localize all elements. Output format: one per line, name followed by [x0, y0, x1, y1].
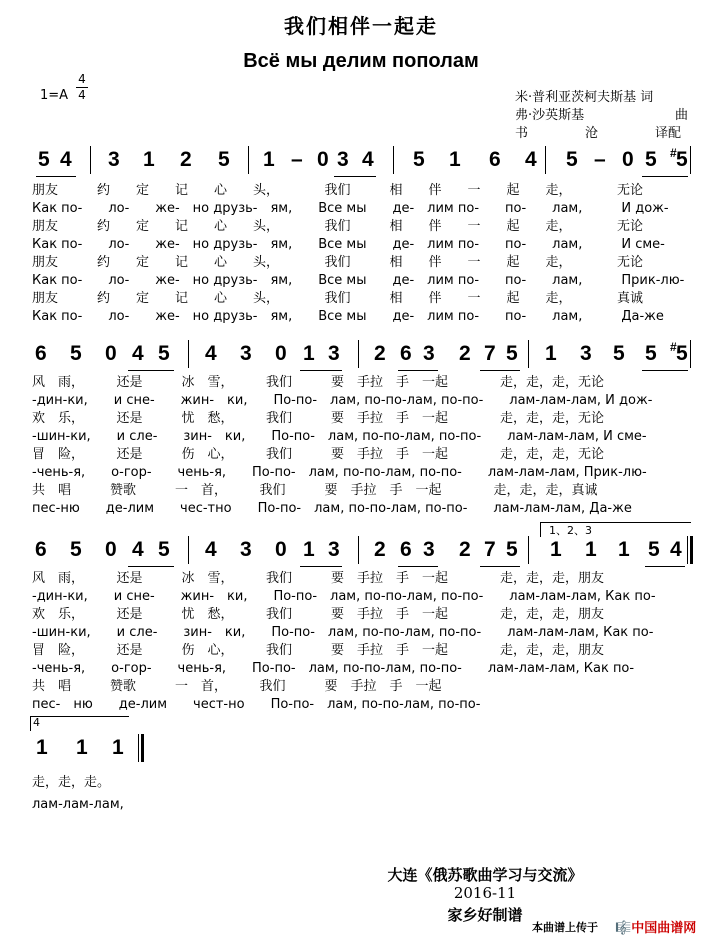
- logo-icon: 🎼: [615, 921, 632, 936]
- note: 6: [35, 342, 47, 365]
- lyric-line: -шин-ки, и сле- зин- ки, По-по- лам, по-по-лам, по-по- лам-лам-лам, Как по-: [32, 625, 654, 640]
- date: 2016-11: [453, 884, 517, 902]
- lyric-line: -дин-ки, и сне- жин- ки, По-по- лам, по-по-лам, по-по- лам-лам-лам, И дож-: [32, 393, 653, 408]
- note: 4: [525, 148, 537, 171]
- staff-row-3: [0, 532, 722, 572]
- lyrics-block-3: [32, 570, 656, 714]
- note: 4: [205, 342, 217, 365]
- lyric-line: 朋友 约 定 记 心 头， 我们 相 伴 一 起 走， 无论: [32, 255, 644, 270]
- lyric-line: Как по- ло- же- но друзь- ям, Все мы де- лим по- по- лам, И дож-: [32, 201, 669, 216]
- lyric-line: 欢 乐， 还是 忧 愁， 我们 要 手拉 手 一起 走，走，走，无论: [32, 411, 605, 426]
- note: 3: [108, 148, 120, 171]
- staff-row-4: [0, 730, 722, 770]
- note: 3: [423, 342, 435, 365]
- lyric-line: 朋友 约 定 记 心 头， 我们 相 伴 一 起 走， 无论: [32, 219, 644, 234]
- note: 1: [585, 538, 597, 561]
- lyric-line: пес-ню де-лим чес-тно По-по- лам, по-по-лам, по-по- лам-лам-лам, Да-же: [32, 501, 632, 516]
- note: 5: [158, 342, 170, 365]
- note: 5: [613, 342, 625, 365]
- note: 5: [648, 538, 660, 561]
- note: 5: [676, 342, 688, 365]
- lyric-line: 共 唱 赞歌 一 首， 我们 要 手拉 手 一起 走，走，走，真诚: [32, 483, 598, 498]
- lyric-line: -чень-я, о-гор- чень-я, По-по- лам, по-по-лам, по-по- лам-лам-лам, Прик-лю-: [32, 465, 647, 480]
- translator-char-2: 沧: [585, 126, 599, 141]
- note: 5: [566, 148, 578, 171]
- note: 2: [374, 538, 386, 561]
- upload-note: 本曲谱上传于: [532, 921, 598, 934]
- note: 0: [622, 148, 634, 171]
- note: 4: [132, 538, 144, 561]
- lyricist-credit: 米·普利亚茨柯夫斯基 词: [515, 90, 654, 105]
- translator-char-3: 译配: [655, 126, 682, 141]
- lyric-line: 风 雨， 还是 冰 雪， 我们 要 手拉 手 一起 走，走，走，朋友: [32, 571, 605, 586]
- staff-row-2: [0, 336, 722, 376]
- note: 6: [489, 148, 501, 171]
- note: 0: [105, 538, 117, 561]
- source-credit: 大连《俄苏歌曲学习与交流》: [387, 866, 583, 884]
- note: 3: [240, 342, 252, 365]
- note: 1: [550, 538, 562, 561]
- note: 4: [205, 538, 217, 561]
- note: 5: [506, 342, 518, 365]
- lyric-line: лам-лам-лам,: [32, 797, 124, 812]
- volta-bracket-4: [30, 716, 129, 731]
- note: 4: [60, 148, 72, 171]
- lyric-line: 冒 险， 还是 伤 心， 我们 要 手拉 手 一起 走，走，走，无论: [32, 447, 605, 462]
- note: 6: [35, 538, 47, 561]
- lyrics-block-4: [32, 772, 124, 816]
- note: 3: [337, 148, 349, 171]
- lyric-line: пес- ню де-лим чест-но По-по- лам, по-по-лам, по-по-: [32, 697, 481, 712]
- translator-char-1: 书: [515, 126, 529, 141]
- note: 3: [423, 538, 435, 561]
- staff-row-1: [0, 142, 722, 182]
- lyric-line: Как по- ло- же- но друзь- ям, Все мы де- лим по- по- лам, Да-же: [32, 309, 664, 324]
- note: 1: [303, 342, 315, 365]
- composer-name: 弗·沙英斯基: [515, 108, 585, 123]
- note: 6: [400, 538, 412, 561]
- note: 5: [645, 342, 657, 365]
- composer-role: 曲: [675, 108, 689, 123]
- lyric-line: 风 雨， 还是 冰 雪， 我们 要 手拉 手 一起 走，走，走，无论: [32, 375, 605, 390]
- lyric-line: -шин-ки, и сле- зин- ки, По-по- лам, по-по-лам, по-по- лам-лам-лам, И сме-: [32, 429, 647, 444]
- lyrics-block-1: [32, 182, 684, 326]
- note: 1: [545, 342, 557, 365]
- sharp-accidental: #: [670, 340, 677, 354]
- note: 5: [676, 148, 688, 171]
- lyric-line: 走，走，走。: [32, 775, 111, 790]
- note: 5: [413, 148, 425, 171]
- lyric-line: 朋友 约 定 记 心 头， 我们 相 伴 一 起 走， 无论: [32, 183, 644, 198]
- lyrics-block-2: [32, 374, 652, 518]
- note: 7: [484, 538, 496, 561]
- note: 1: [143, 148, 155, 171]
- note: 7: [484, 342, 496, 365]
- note: 3: [328, 342, 340, 365]
- note: 1: [112, 736, 124, 759]
- title-russian: Всё мы делим пополам: [243, 50, 479, 72]
- note: 1: [76, 736, 88, 759]
- note: 0: [317, 148, 329, 171]
- note: 2: [459, 538, 471, 561]
- note: 3: [328, 538, 340, 561]
- note: 5: [38, 148, 50, 171]
- lyric-line: 欢 乐， 还是 忧 愁， 我们 要 手拉 手 一起 走，走，走，朋友: [32, 607, 605, 622]
- note: 1: [263, 148, 275, 171]
- note: 6: [400, 342, 412, 365]
- lyric-line: 冒 险， 还是 伤 心， 我们 要 手拉 手 一起 走，走，走，朋友: [32, 643, 605, 658]
- sharp-accidental: #: [670, 146, 677, 160]
- lyric-line: Как по- ло- же- но друзь- ям, Все мы де- лим по- по- лам, И сме-: [32, 237, 665, 252]
- note: 4: [362, 148, 374, 171]
- note: 4: [670, 538, 682, 561]
- lyric-line: 朋友 约 定 记 心 头， 我们 相 伴 一 起 走， 真诚: [32, 291, 644, 306]
- key-signature: 1=A: [40, 88, 69, 103]
- time-signature-bottom: 4: [78, 88, 86, 102]
- title-chinese: 我们相伴一起走: [284, 14, 438, 38]
- note: 0: [105, 342, 117, 365]
- site-name: 中国曲谱网: [631, 921, 697, 936]
- engraver-credit: 家乡好制谱: [447, 906, 523, 924]
- note: 1: [36, 736, 48, 759]
- lyric-line: 共 唱 赞歌 一 首， 我们 要 手拉 手 一起: [32, 679, 442, 694]
- volta-label: 4: [33, 716, 40, 729]
- note: 2: [180, 148, 192, 171]
- site-logo[interactable]: [615, 917, 696, 936]
- note: 1: [303, 538, 315, 561]
- note: 5: [506, 538, 518, 561]
- time-signature: [76, 72, 88, 103]
- volta-label: 1、2、3: [549, 524, 592, 537]
- time-signature-top: 4: [78, 72, 86, 86]
- note: 5: [70, 538, 82, 561]
- note: 5: [70, 342, 82, 365]
- note: 3: [580, 342, 592, 365]
- note: 2: [374, 342, 386, 365]
- note: 5: [218, 148, 230, 171]
- note: 0: [275, 342, 287, 365]
- note: 2: [459, 342, 471, 365]
- lyric-line: -чень-я, о-гор- чень-я, По-по- лам, по-по-лам, по-по- лам-лам-лам, Как по-: [32, 661, 635, 676]
- note: 5: [645, 148, 657, 171]
- lyric-line: Как по- ло- же- но друзь- ям, Все мы де- лим по- по- лам, Прик-лю-: [32, 273, 685, 288]
- lyric-line: -дин-ки, и сне- жин- ки, По-по- лам, по-по-лам, по-по- лам-лам-лам, Как по-: [32, 589, 656, 604]
- note: 1: [449, 148, 461, 171]
- note: 0: [275, 538, 287, 561]
- note-dash: –: [291, 148, 303, 171]
- note: 4: [132, 342, 144, 365]
- note-dash: –: [594, 148, 606, 171]
- note: 5: [158, 538, 170, 561]
- note: 1: [618, 538, 630, 561]
- note: 3: [240, 538, 252, 561]
